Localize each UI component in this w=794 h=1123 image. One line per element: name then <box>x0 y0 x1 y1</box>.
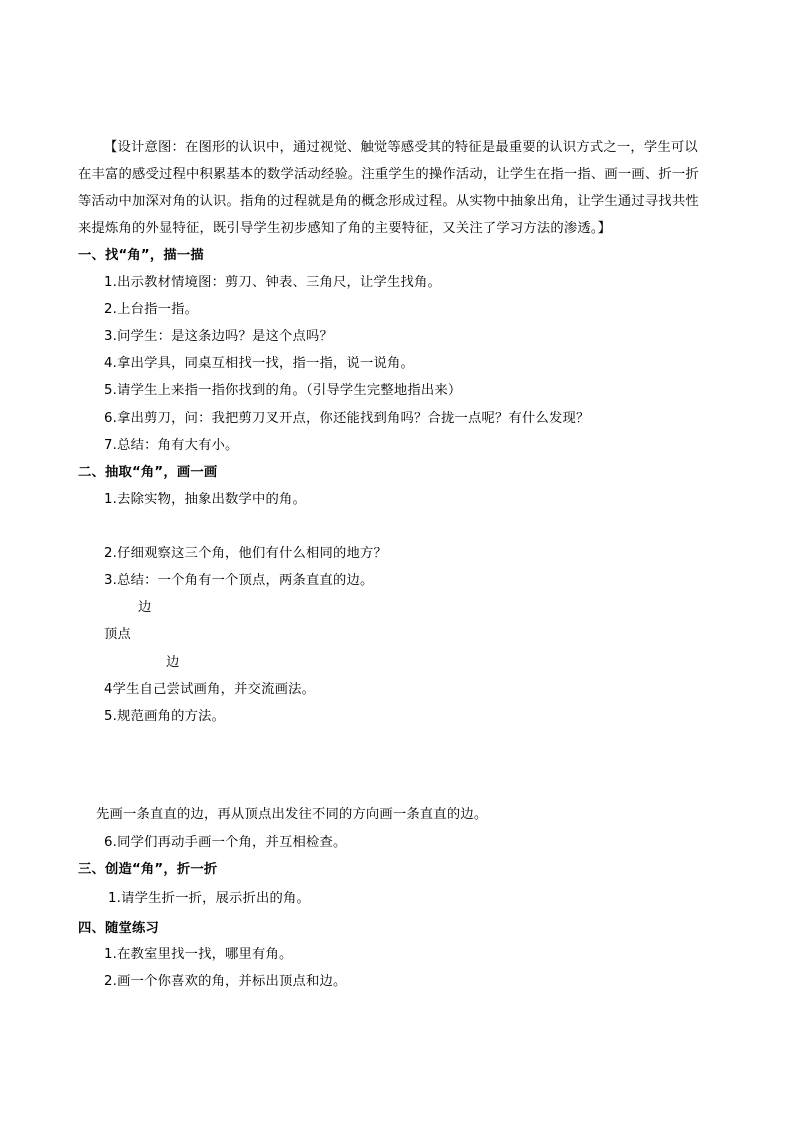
intro-line-1: 【设计意图：在图形的认识中，通过视觉、触觉等感受其的特征是最重要的认识方式之一，学生可以 <box>104 140 698 155</box>
section-2-item-6: 6.同学们再动手画一个角，并互相检查。 <box>104 835 347 850</box>
section-2-item-1: 1.去除实物，抽象出数学中的角。 <box>104 492 307 507</box>
section-2-item-3: 3.总结：一个角有一个顶点，两条直直的边。 <box>104 573 374 588</box>
section-2-item-4: 4学生自己尝试画角，并交流画法。 <box>104 682 316 697</box>
section-1-heading: 一、找“角”，描一描 <box>78 248 204 263</box>
section-2-heading: 二、抽取“角”，画一画 <box>78 465 218 480</box>
section-1-item-5: 5.请学生上来指一指你找到的角。（引导学生完整地指出来） <box>104 383 462 398</box>
angle-side-label-bottom: 边 <box>166 655 180 670</box>
section-3-item-1: 1.请学生折一折，展示折出的角。 <box>108 891 311 906</box>
section-1-item-3: 3.问学生：是这条边吗？是这个点吗？ <box>104 329 334 344</box>
angle-vertex-label: 顶点 <box>104 627 131 642</box>
angle-side-label-top: 边 <box>138 600 152 615</box>
section-4-item-1: 1.在教室里找一找，哪里有角。 <box>104 947 293 962</box>
section-1-item-6: 6.拿出剪刀，问：我把剪刀叉开点，你还能找到角吗？合拢一点呢？有什么发现？ <box>104 411 590 426</box>
section-3-heading: 三、创造“角”，折一折 <box>78 862 218 877</box>
section-1-item-7: 7.总结：角有大有小。 <box>104 438 239 453</box>
section-1-item-4: 4.拿出学具，同桌互相找一找，指一指，说一说角。 <box>104 356 415 371</box>
section-1-item-2: 2.上台指一指。 <box>104 302 199 317</box>
section-4-heading: 四、随堂练习 <box>78 921 159 936</box>
intro-line-2: 在丰富的感受过程中积累基本的数学活动经验。注重学生的操作活动，让学生在指一指、画一画、折一折 <box>78 167 699 182</box>
section-2-item-2: 2.仔细观察这三个角，他们有什么相同的地方？ <box>104 546 388 561</box>
section-2-item-5: 5.规范画角的方法。 <box>104 709 226 724</box>
section-4-item-2: 2.画一个你喜欢的角，并标出顶点和边。 <box>104 974 347 989</box>
intro-line-4: 来提炼角的外显特征，既引导学生初步感知了角的主要特征，又关注了学习方法的渗透。】 <box>78 221 612 236</box>
section-2-method: 先画一条直直的边，再从顶点出发往不同的方向画一条直直的边。 <box>96 807 488 822</box>
section-1-item-1: 1.出示教材情境图：剪刀、钟表、三角尺，让学生找角。 <box>104 275 442 290</box>
intro-line-3: 等活动中加深对角的认识。指角的过程就是角的概念形成过程。从实物中抽象出角，让学生通过寻找共性 <box>78 194 699 209</box>
